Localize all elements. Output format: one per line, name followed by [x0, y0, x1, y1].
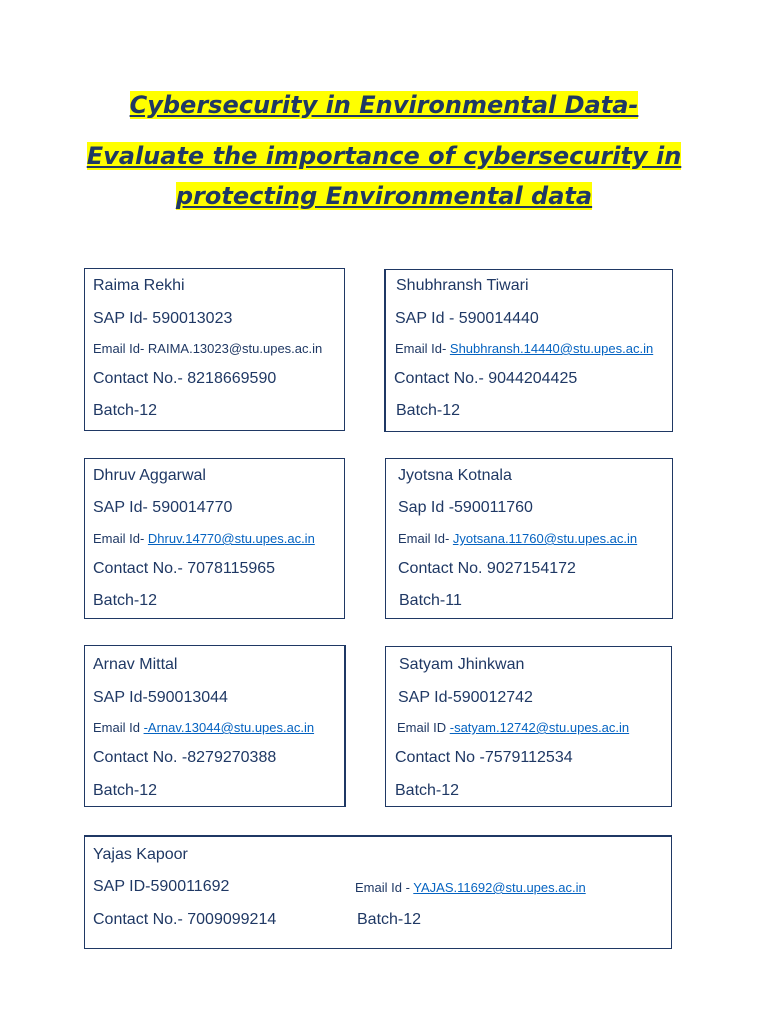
member-card-dhruv	[84, 458, 345, 619]
member-batch: Batch-12	[395, 782, 460, 799]
email-link[interactable]: YAJAS.11692@stu.upes.ac.in	[413, 880, 586, 895]
member-contact: Contact No.- 7078115965	[93, 560, 276, 577]
member-contact: Contact No. -8279270388	[93, 749, 277, 766]
title-line-1: Cybersecurity in Environmental Data-	[129, 91, 639, 119]
member-name: Shubhransh Tiwari	[396, 277, 529, 294]
member-name: Yajas Kapoor	[93, 846, 188, 863]
member-sap-id: Sap Id -590011760	[398, 499, 533, 516]
member-card-yajas	[84, 835, 672, 949]
member-sap-id: SAP Id - 590014440	[395, 310, 539, 327]
member-email-row	[93, 720, 314, 736]
member-card-raima	[84, 268, 345, 431]
member-contact: Contact No.- 9044204425	[394, 370, 578, 387]
member-sap-id: SAP Id- 590013023	[93, 310, 233, 327]
member-batch: Batch-12	[93, 782, 158, 799]
member-card-arnav	[84, 645, 346, 807]
member-email-row	[398, 531, 637, 547]
member-email-row	[397, 720, 629, 736]
email-label: Email Id-	[93, 341, 148, 356]
member-sap-id: SAP Id- 590014770	[93, 499, 233, 516]
member-email-row	[93, 341, 322, 357]
member-contact: Contact No -7579112534	[395, 749, 573, 766]
member-name: Satyam Jhinkwan	[399, 656, 525, 673]
title-line-2: Evaluate the importance of cybersecurity in	[86, 142, 682, 170]
email-label: Email Id -	[355, 880, 414, 895]
member-card-jyotsna	[385, 458, 673, 619]
member-batch: Batch-12	[93, 592, 158, 609]
member-sap-id: SAP Id-590012742	[398, 689, 533, 706]
member-email-row	[93, 531, 315, 547]
member-sap-id: SAP Id-590013044	[93, 689, 228, 706]
email-label: Email Id	[93, 720, 144, 735]
email-label: Email Id-	[93, 531, 148, 546]
member-batch: Batch-12	[357, 911, 422, 928]
member-contact: Contact No. 9027154172	[398, 560, 576, 577]
member-name: Dhruv Aggarwal	[93, 467, 206, 484]
email-link[interactable]: Shubhransh.14440@stu.upes.ac.in	[449, 341, 654, 356]
member-name: Arnav Mittal	[93, 656, 178, 673]
member-batch: Batch-12	[93, 402, 158, 419]
member-batch: Batch-12	[396, 402, 461, 419]
member-batch: Batch-11	[399, 592, 462, 609]
email-label: Email Id-	[398, 531, 453, 546]
member-name: Raima Rekhi	[93, 277, 185, 294]
email-link[interactable]: -Arnav.13044@stu.upes.ac.in	[143, 720, 315, 735]
member-card-shubhransh	[384, 269, 673, 432]
email-link[interactable]: Jyotsana.11760@stu.upes.ac.in	[452, 531, 638, 546]
member-card-satyam	[385, 646, 672, 807]
member-contact: Contact No.- 8218669590	[93, 370, 277, 387]
member-sap-id: SAP ID-590011692	[93, 878, 230, 895]
member-email-row	[395, 341, 653, 357]
title-line-3: protecting Environmental data	[175, 182, 593, 210]
member-name: Jyotsna Kotnala	[398, 467, 512, 484]
email-link[interactable]: -satyam.12742@stu.upes.ac.in	[449, 720, 630, 735]
email-link[interactable]: Dhruv.14770@stu.upes.ac.in	[147, 531, 315, 546]
member-email-row	[355, 880, 586, 896]
email-label: Email ID	[397, 720, 450, 735]
member-contact: Contact No.- 7009099214	[93, 911, 277, 928]
email-label: Email Id-	[395, 341, 450, 356]
email-address: RAIMA.13023@stu.upes.ac.in	[147, 341, 323, 356]
